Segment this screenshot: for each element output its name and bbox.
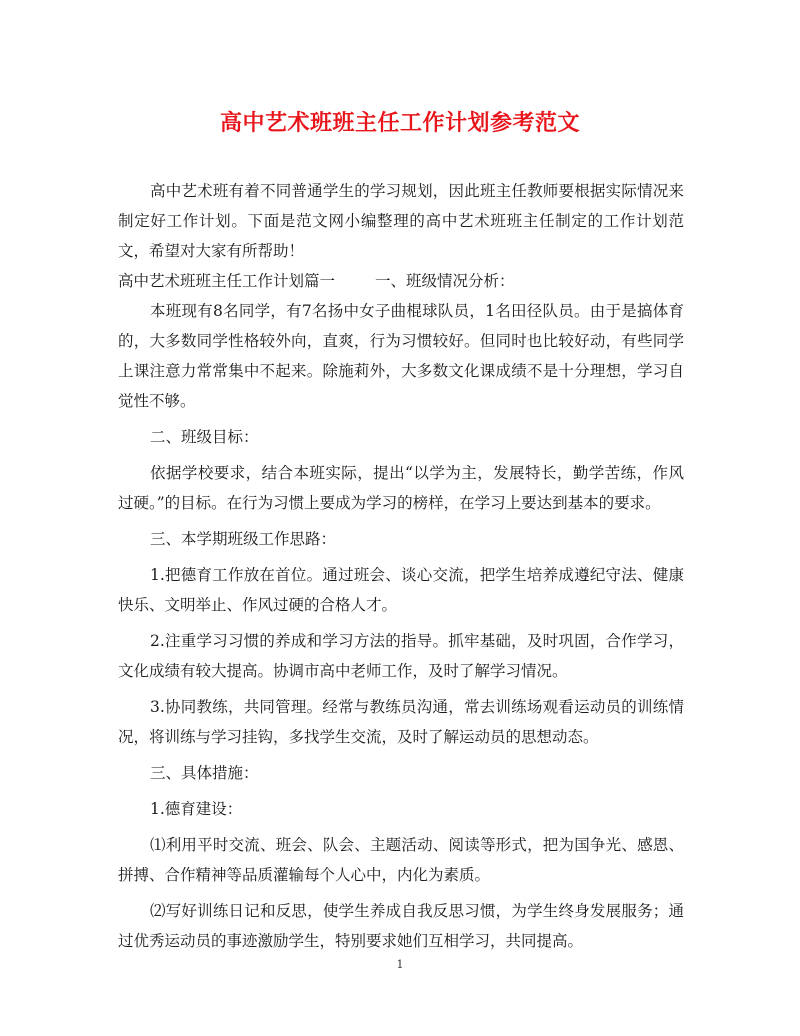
section4-item: ⑵写好训练日记和反思，使学生养成自我反思习惯，为学生终身发展服务；通过优秀运动员的事迹激励学生，特别要求她们互相学习，共同提高。: [118, 902, 684, 950]
section3-heading: 三、本学期班级工作思路：: [150, 530, 337, 548]
section1-heading: 一、班级情况分析：: [375, 272, 515, 290]
section-label-line: [118, 266, 684, 296]
section2-paragraph: 依据学校要求，结合本班实际，提出“以学为主，发展特长，勤学苦练，作风过硬。”的目标。在行为习惯上要成为学习的榜样，在学习上要达到基本的要求。: [118, 464, 684, 512]
section2-heading: 二、班级目标：: [150, 428, 259, 446]
section3-item: 3.协同教练，共同管理。经常与教练员沟通，常去训练场观看运动员的训练情况，将训练与学习挂钩，多找学生交流，及时了解运动员的思想动态。: [118, 698, 684, 746]
section-label: 高中艺术班班主任工作计划篇一: [118, 272, 336, 290]
section3-item: 1.把德育工作放在首位。通过班会、谈心交流，把学生培养成遵纪守法、健康快乐、文明举止、作风过硬的合格人才。: [118, 566, 684, 614]
section3-item: 2.注重学习习惯的养成和学习方法的指导。抓牢基础，及时巩固，合作学习，文化成绩有较大提高。协调市高中老师工作，及时了解学习情况。: [118, 632, 684, 680]
section4-item: ⑴利用平时交流、班会、队会、主题活动、阅读等形式，把为国争光、感恩、拼搏、合作精神等品质灌输每个人心中，内化为素质。: [118, 836, 684, 884]
section1-paragraph: 本班现有8名同学，有7名扬中女子曲棍球队员，1名田径队员。由于是搞体育的，大多数同学性格较外向，直爽，行为习惯较好。但同时也比较好动，有些同学上课注意力常常集中不起来。除施莉外，大多数文化课成绩不是十分理想，学习自觉性不够。: [118, 302, 684, 410]
page-number: 1: [396, 958, 404, 971]
section4-subheading: 1.德育建设：: [150, 800, 243, 818]
intro-paragraph: 高中艺术班有着不同普通学生的学习规划，因此班主任教师要根据实际情况来制定好工作计划。下面是范文网小编整理的高中艺术班班主任制定的工作计划范文，希望对大家有所帮助！: [118, 182, 684, 260]
document-title: 高中艺术班班主任工作计划参考范文: [219, 110, 580, 136]
section4-heading: 三、具体措施：: [150, 764, 259, 782]
document-body: [118, 176, 684, 956]
